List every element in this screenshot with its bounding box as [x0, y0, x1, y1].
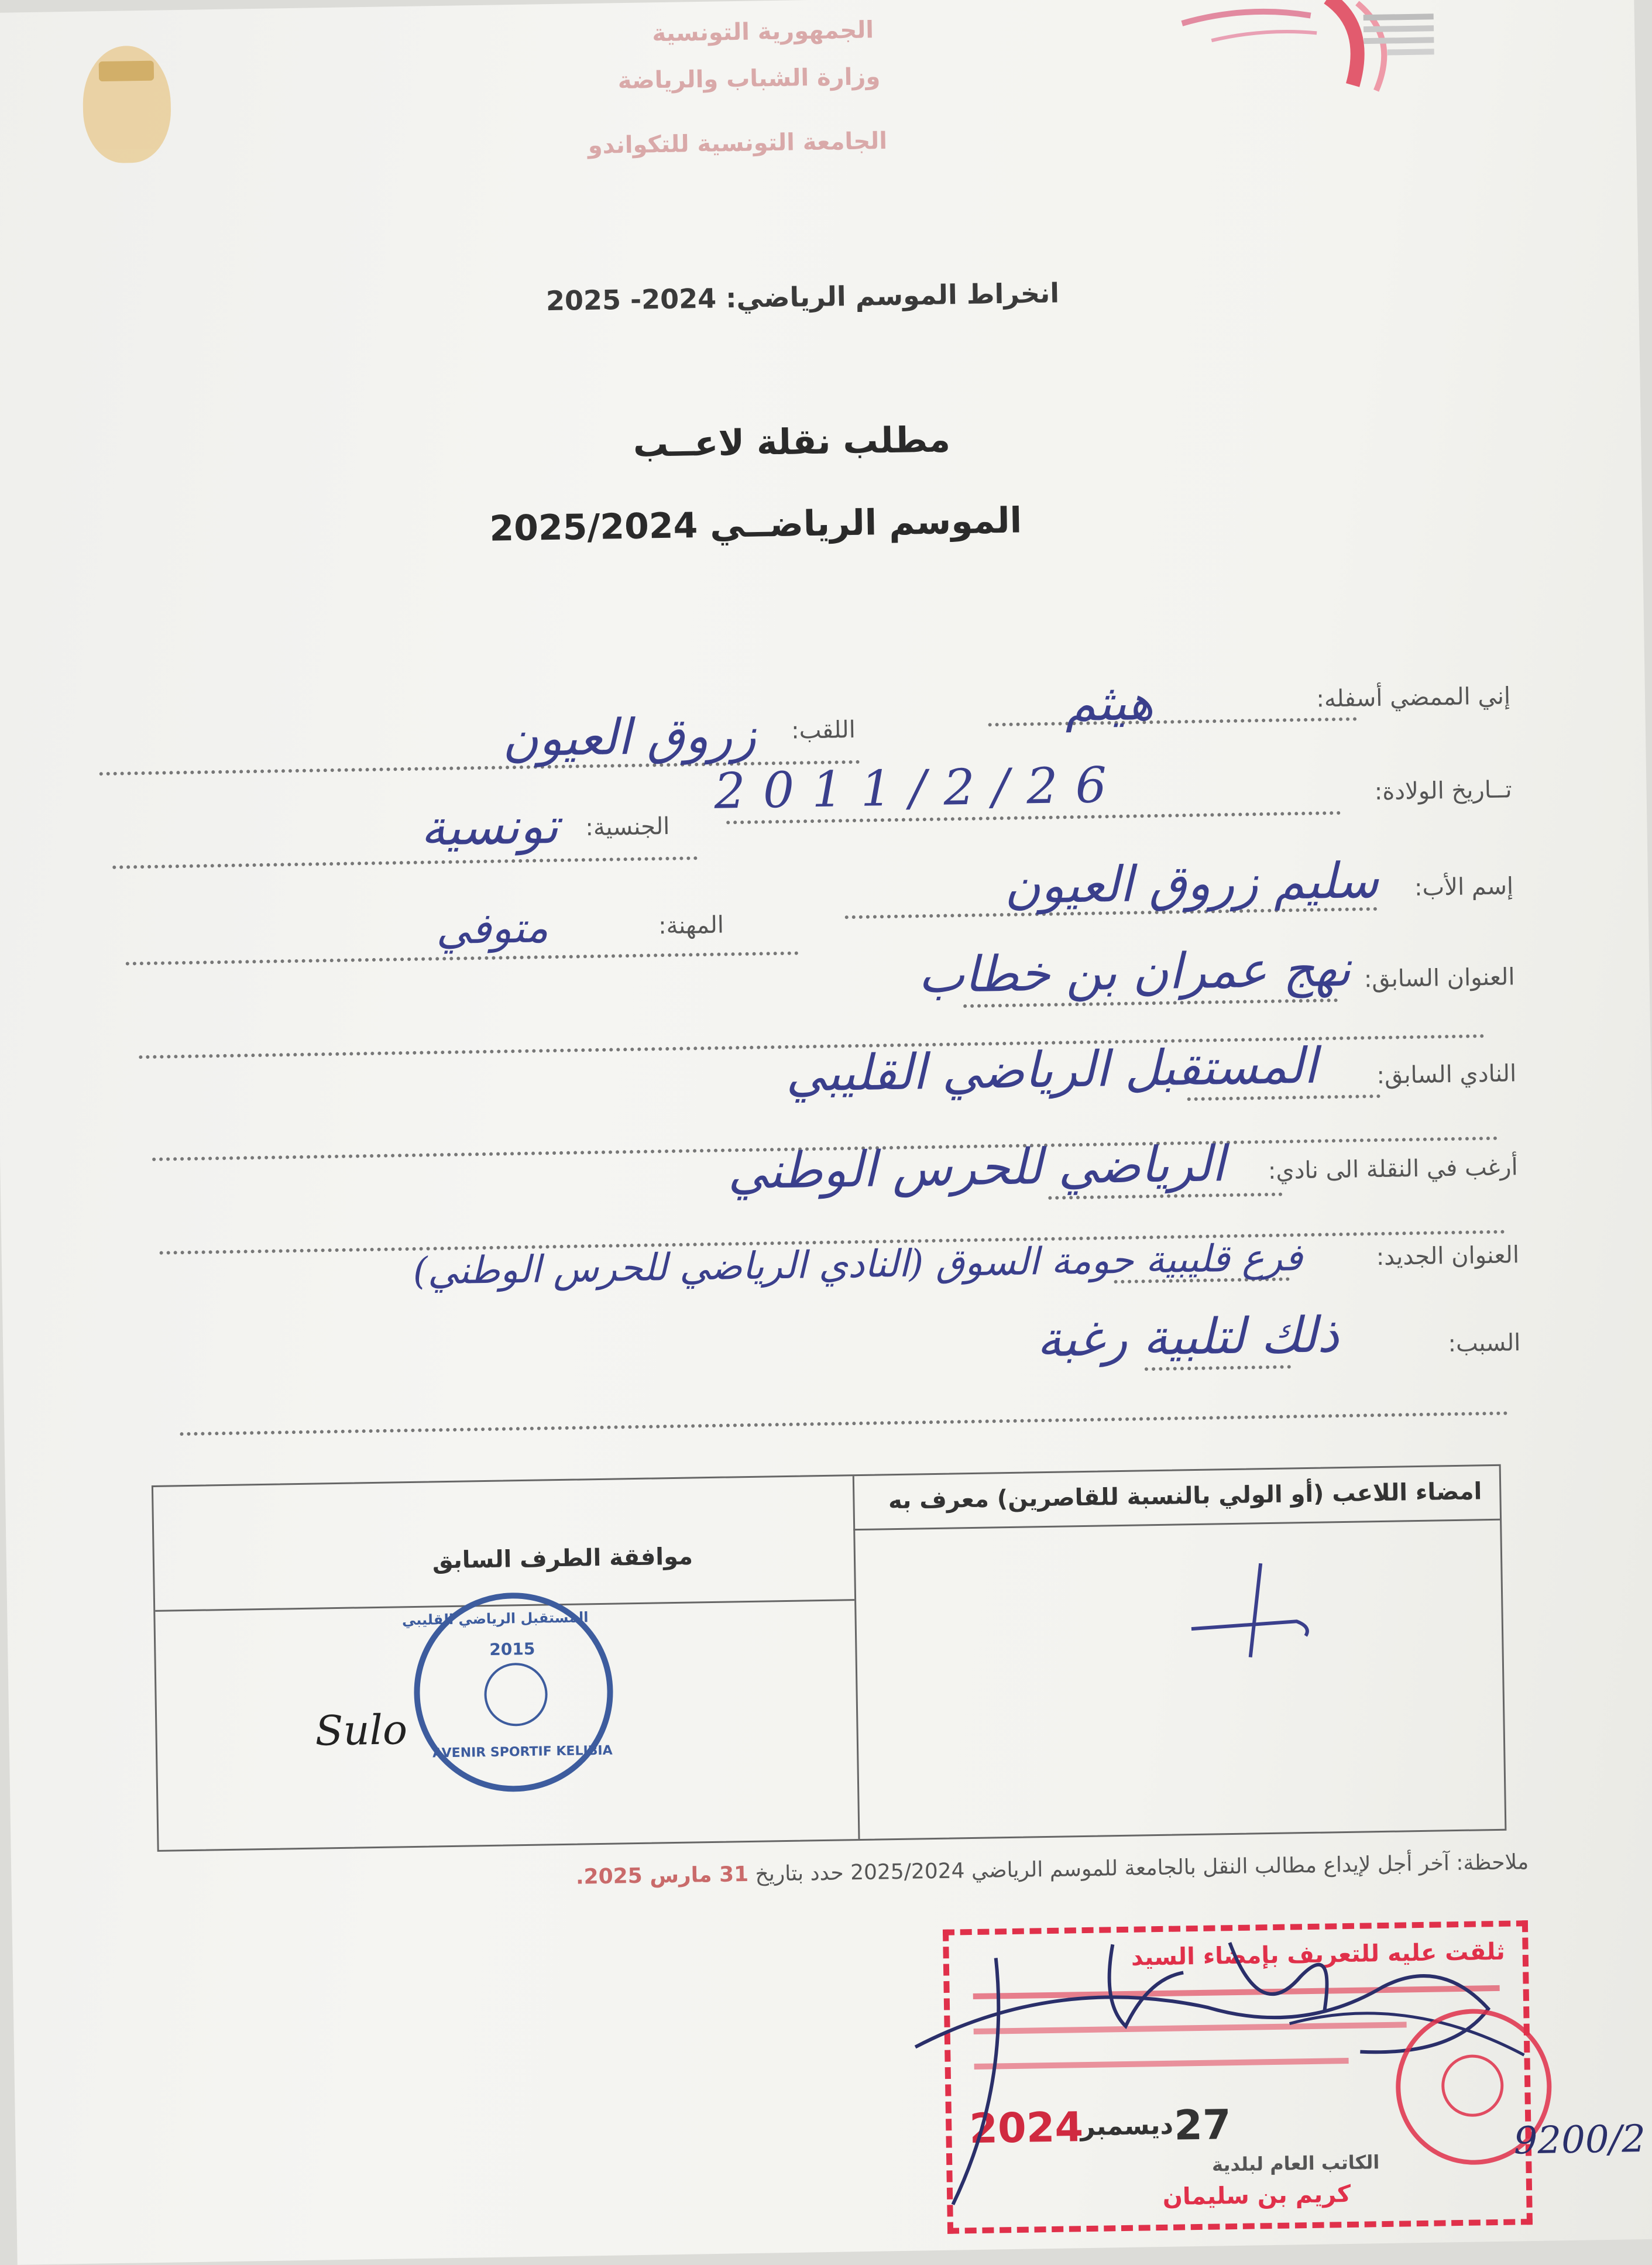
field-label-new-address: العنوان الجديد: [1376, 1241, 1520, 1271]
deadline-note [171, 1850, 1529, 1895]
legalization-year: 2024 [969, 2103, 1084, 2153]
field-value-new-address: فرع قليبية حومة السوق (النادي الرياضي للحرس الوطني) [413, 1236, 1304, 1293]
field-label-prev-club: النادي السابق: [1377, 1060, 1517, 1090]
field-label-reason: السبب: [1448, 1329, 1522, 1358]
legalization-name: كريم بن سليمان [1163, 2180, 1352, 2211]
form-season: الموسم الرياضــي 2025/2024 [489, 500, 1023, 550]
legalization-officer: الكاتب العام لبلدية [1212, 2151, 1380, 2176]
club-seal-stamp [402, 1591, 615, 1793]
player-signature [1179, 1557, 1321, 1676]
field-label-birthdate: تــاريخ الولادة: [1375, 776, 1513, 806]
deadline-note-text: ملاحظة: آخر أجل لإيداع مطالب النقل بالجامعة للموسم الرياضي 2025/2024 حدد بتاريخ [755, 1850, 1530, 1886]
club-seal-fr: AVENIR SPORTIF KELIBIA [432, 1743, 613, 1761]
field-value-name: هيثم [1065, 673, 1155, 733]
reference-number: 9200/2 [1514, 2118, 1647, 2163]
field-label-nationality: الجنسية: [586, 812, 671, 842]
form-title: مطلب نقلة لاعــب [633, 419, 952, 465]
field-label-new-club: أرغب في النقلة الى نادي: [1268, 1154, 1519, 1185]
field-value-prev-address: نهج عمران بن خطاب [918, 939, 1352, 1004]
legalization-month: ديسمبر [1080, 2110, 1174, 2142]
header-ministry: وزارة الشباب والرياضة [618, 63, 881, 95]
deadline-note-date: 31 مارس 2025. [576, 1862, 750, 1889]
club-seal-ar: المستقبل الرياضي القليبي [402, 1609, 589, 1629]
field-value-new-club: الرياضي للحرس الوطني [727, 1135, 1227, 1200]
field-value-prev-club: المستقبل الرياضي القليبي [786, 1037, 1318, 1103]
field-value-father: سليم زروق العيون [1004, 851, 1380, 915]
field-label-prev-address: العنوان السابق: [1364, 963, 1516, 993]
field-value-nationality: تونسية [421, 797, 560, 857]
header-federation: الجامعة التونسية للتكواندو [588, 127, 888, 159]
field-value-reason: ذلك لتلبية رغبة [1036, 1306, 1340, 1368]
season-header: انخراط الموسم الرياضي: 2024- 2025 [546, 277, 1060, 317]
dotted-line [180, 1412, 1509, 1436]
header-republic: الجمهورية التونسية [652, 16, 875, 47]
club-signature: Sulo [315, 1705, 408, 1755]
dotted-line [113, 856, 698, 869]
field-label-name: إني الممضي أسفله: [1317, 682, 1512, 713]
field-value-surname: زروق العيون [502, 706, 757, 768]
table-header-previous-party-approval: موافقة الطرف السابق [432, 1543, 694, 1574]
legalization-title: ثلقت عليه للتعريف بإمضاء السيد [1131, 1938, 1506, 1971]
field-label-surname: اللقب: [791, 716, 857, 744]
field-label-profession: المهنة: [658, 911, 725, 940]
dotted-line [989, 717, 1358, 726]
club-seal-year: 2015 [490, 1639, 536, 1659]
field-value-profession: متوفي [436, 902, 549, 954]
dotted-line [1145, 1365, 1292, 1371]
dotted-line [126, 952, 799, 966]
field-label-father: إسم الأب: [1414, 873, 1514, 901]
federation-logo-text [1364, 8, 1435, 61]
field-value-birthdate: 2011/2/26 [714, 756, 1125, 820]
coat-of-arms-emblem [83, 45, 172, 163]
signature-table [152, 1464, 1507, 1852]
table-header-player-signature: امضاء اللاعب (أو الولي بالنسبة للقاصرين) معرف به [888, 1478, 1483, 1515]
legalization-day: 27 [1174, 2101, 1232, 2150]
